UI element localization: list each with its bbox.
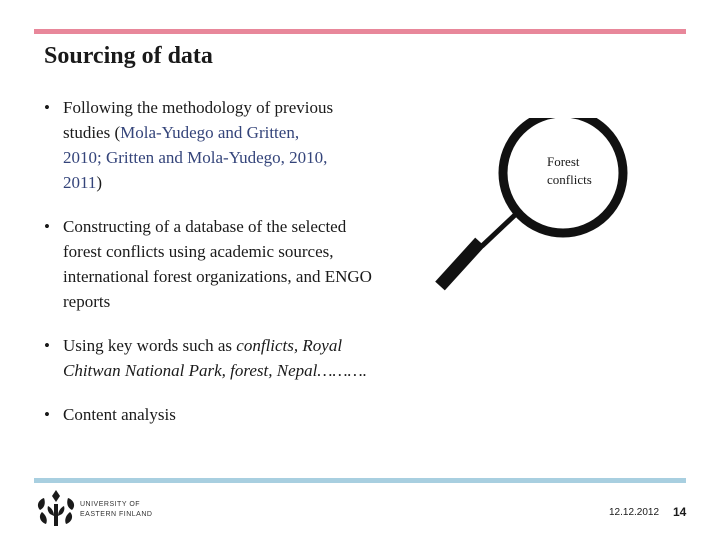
bullet-text: Content analysis [63, 405, 176, 424]
bullet-text-line: Following the methodology of previous [63, 98, 334, 117]
bullet-text: Constructing of a database of the selected forest conflicts using academic sources, international forest organizations, and ENGO reports [63, 217, 372, 311]
page-number: 14 [673, 505, 687, 519]
bottom-divider [34, 478, 686, 483]
university-logo-icon [34, 488, 78, 528]
bullet-list [44, 95, 384, 446]
university-name [80, 500, 152, 520]
university-line1: UNIVERSITY OF [80, 501, 141, 508]
magnifier-label [547, 153, 592, 189]
citation-text: Mola-Yudego and Gritten, [120, 123, 300, 142]
bullet-text-line: studies ( [63, 123, 121, 142]
bullet-item-content-analysis [44, 402, 384, 427]
bullet-marker: • [44, 405, 50, 424]
slide-title: Sourcing of data [44, 43, 213, 69]
bullet-marker: • [44, 217, 50, 236]
magnifying-glass-icon [428, 118, 628, 308]
bullet-marker: • [44, 98, 50, 117]
bullet-item-keywords [44, 333, 384, 383]
bullet-item-methodology [44, 95, 384, 195]
bullet-item-database [44, 214, 384, 314]
citation-text: 2010; Gritten and Mola-Yudego, 2010, [63, 148, 328, 167]
magnifier-label-line2: conflicts [547, 172, 592, 187]
magnifier-label-line1: Forest [547, 154, 580, 169]
bullet-text: Using key words such as [63, 336, 237, 355]
university-line2: EASTERN FINLAND [80, 511, 153, 518]
top-divider [34, 29, 686, 34]
bullet-text-line: ) [96, 173, 103, 192]
citation-text: 2011 [63, 173, 97, 192]
keywords-italic: conflicts, Royal Chitwan National Park, forest, Nepal………. [63, 336, 367, 380]
bullet-marker: • [44, 336, 50, 355]
slide-date: 12.12.2012 [609, 507, 660, 518]
